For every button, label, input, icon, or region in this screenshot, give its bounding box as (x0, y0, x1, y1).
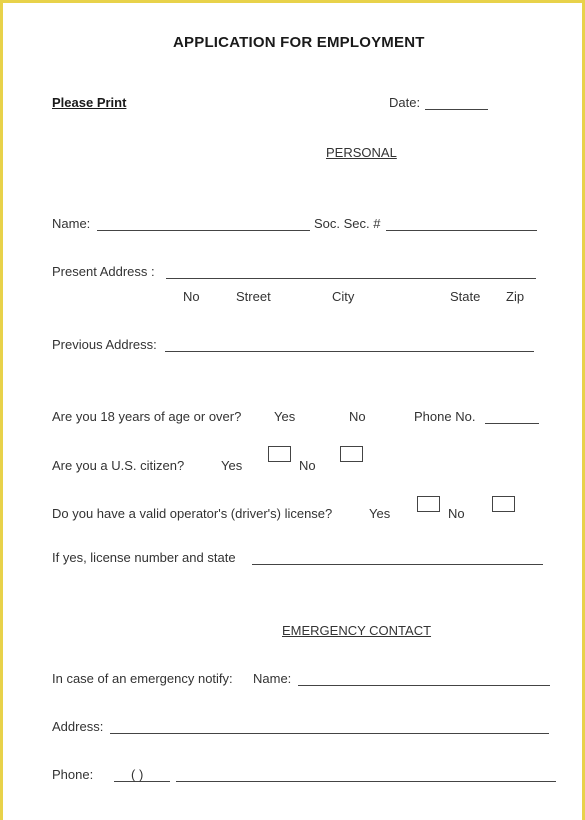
emergency-name-label: Name: (253, 671, 292, 686)
address-part-no: No (183, 289, 200, 304)
citizen-no-label: No (299, 458, 316, 473)
personal-section-heading: PERSONAL (326, 145, 397, 160)
emergency-name-field[interactable] (298, 685, 550, 686)
emergency-notify-label: In case of an emergency notify: (52, 671, 233, 686)
emergency-address-field[interactable] (110, 733, 549, 734)
license-details-label: If yes, license number and state (52, 550, 236, 565)
citizen-no-checkbox[interactable] (340, 446, 363, 462)
license-question: Do you have a valid operator's (driver's) license? (52, 506, 333, 521)
ssn-field[interactable] (386, 230, 537, 231)
date-label: Date: (389, 95, 421, 110)
license-no-label: No (448, 506, 465, 521)
emergency-phone-area-code-parens: ( ) (131, 767, 144, 782)
citizen-question: Are you a U.S. citizen? (52, 458, 185, 473)
address-part-city: City (332, 289, 355, 304)
date-field[interactable] (425, 109, 488, 110)
citizen-yes-checkbox[interactable] (268, 446, 291, 462)
present-address-field[interactable] (166, 278, 536, 279)
form-title: APPLICATION FOR EMPLOYMENT (173, 34, 425, 51)
emergency-section-heading: EMERGENCY CONTACT (282, 623, 432, 638)
age-yes-option[interactable]: Yes (274, 409, 296, 424)
address-part-street: Street (236, 289, 271, 304)
age-no-option[interactable]: No (349, 409, 366, 424)
previous-address-field[interactable] (165, 351, 534, 352)
license-yes-checkbox[interactable] (417, 496, 440, 512)
emergency-phone-label: Phone: (52, 767, 94, 782)
ssn-label: Soc. Sec. # (314, 216, 381, 231)
please-print-note: Please Print (52, 95, 127, 110)
citizen-yes-label: Yes (221, 458, 243, 473)
phone-no-label: Phone No. (414, 409, 476, 424)
phone-no-field[interactable] (485, 423, 539, 424)
present-address-label: Present Address : (52, 264, 155, 279)
previous-address-label: Previous Address: (52, 337, 157, 352)
name-field[interactable] (97, 230, 310, 231)
emergency-address-label: Address: (52, 719, 104, 734)
address-part-zip: Zip (506, 289, 525, 304)
license-details-field[interactable] (252, 564, 543, 565)
age-question: Are you 18 years of age or over? (52, 409, 242, 424)
address-part-state: State (450, 289, 481, 304)
emergency-phone-number-field[interactable] (176, 781, 556, 782)
name-label: Name: (52, 216, 91, 231)
license-no-checkbox[interactable] (492, 496, 515, 512)
license-yes-label: Yes (369, 506, 391, 521)
